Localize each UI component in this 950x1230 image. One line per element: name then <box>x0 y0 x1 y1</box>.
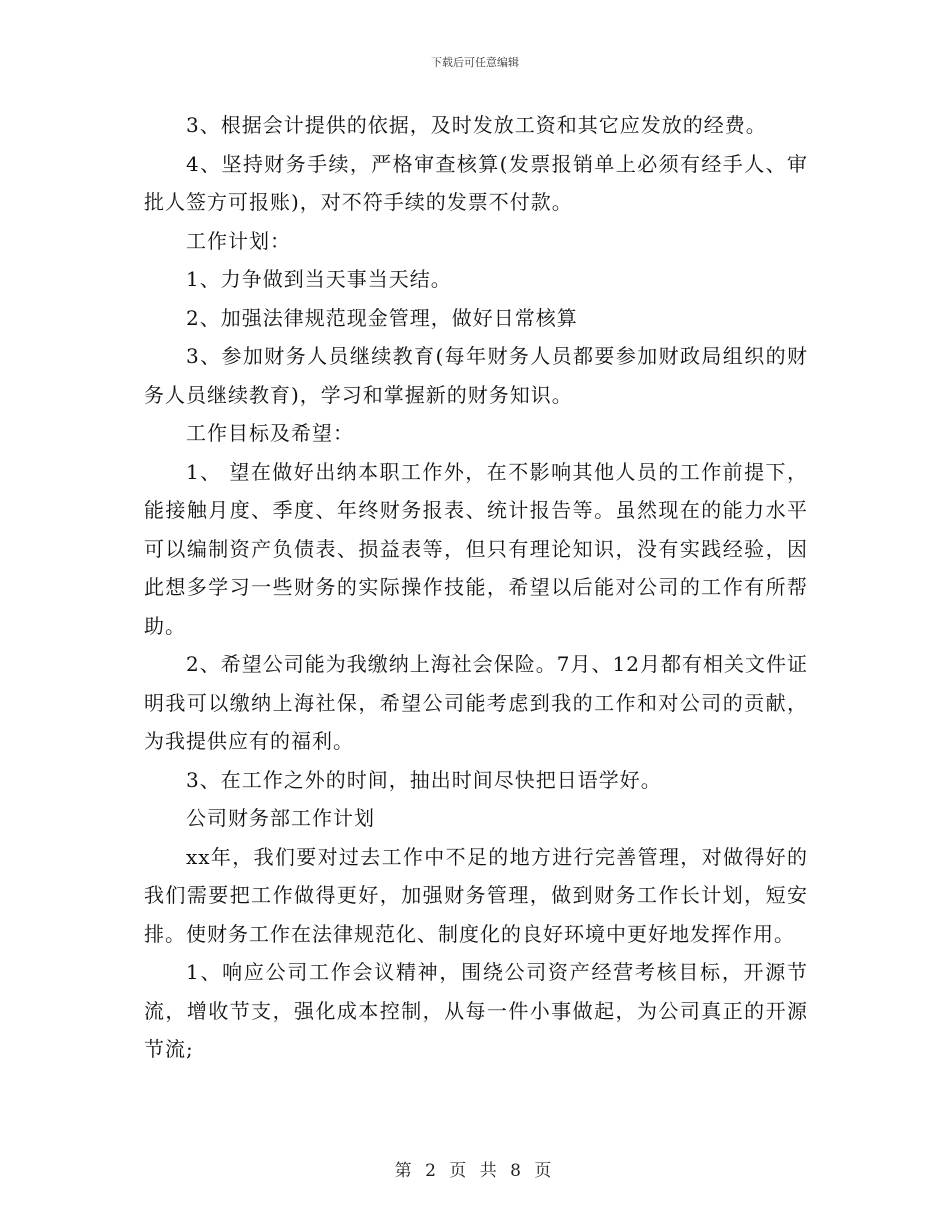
page-footer: 第 2 页 共 8 页 <box>394 1161 556 1181</box>
section-heading: 工作目标及希望： <box>186 421 354 445</box>
paragraph: 2、加强法律规范现金管理，做好日常核算 <box>186 305 578 330</box>
paragraph: 4、坚持财务手续，严格审查核算(发票报销单上必须有经手人、审批人签方可报账)，对不符手续的发票不付款。 <box>144 151 808 214</box>
section-heading: 公司财务部工作计划 <box>186 806 375 830</box>
section-heading: 工作计划： <box>186 228 291 253</box>
page-header: 下载后可任意编辑 <box>431 56 519 69</box>
paragraph: xx年，我们要对过去工作中不足的地方进行完善管理，对做得好的我们需要把工作做得更好，加强财务管理，做到财务工作长计划，短安排。使财务工作在法律规范化、制度化的良好环境中更好地发挥作用。 <box>144 844 808 946</box>
document-body <box>144 106 808 1069</box>
paragraph: 1、响应公司工作会议精神，围绕公司资产经营考核目标，开源节流，增收节支，强化成本控制，从每一件小事做起，为公司真正的开源节流; <box>144 960 808 1061</box>
paragraph: 2、希望公司能为我缴纳上海社会保险。7月、12月都有相关文件证明我可以缴纳上海社保，希望公司能考虑到我的工作和对公司的贡献，为我提供应有的福利。 <box>144 652 808 753</box>
paragraph: 1、力争做到当天事当天结。 <box>186 267 452 291</box>
paragraph: 3、参加财务人员继续教育(每年财务人员都要参加财政局组织的财务人员继续教育)，学习和掌握新的财务知识。 <box>144 344 808 407</box>
paragraph: 1、 望在做好出纳本职工作外，在不影响其他人员的工作前提下，能接触月度、季度、年终财务报表、统计报告等。虽然现在的能力水平可以编制资产负债表、损益表等，但只有理论知识，没有实践经验，因此想多学习一些财务的实际操作技能，希望以后能对公司的工作有所帮助。 <box>144 459 808 638</box>
paragraph: 3、根据会计提供的依据，及时发放工资和其它应发放的经费。 <box>186 113 767 137</box>
paragraph: 3、在工作之外的时间，抽出时间尽快把日语学好。 <box>186 767 662 792</box>
